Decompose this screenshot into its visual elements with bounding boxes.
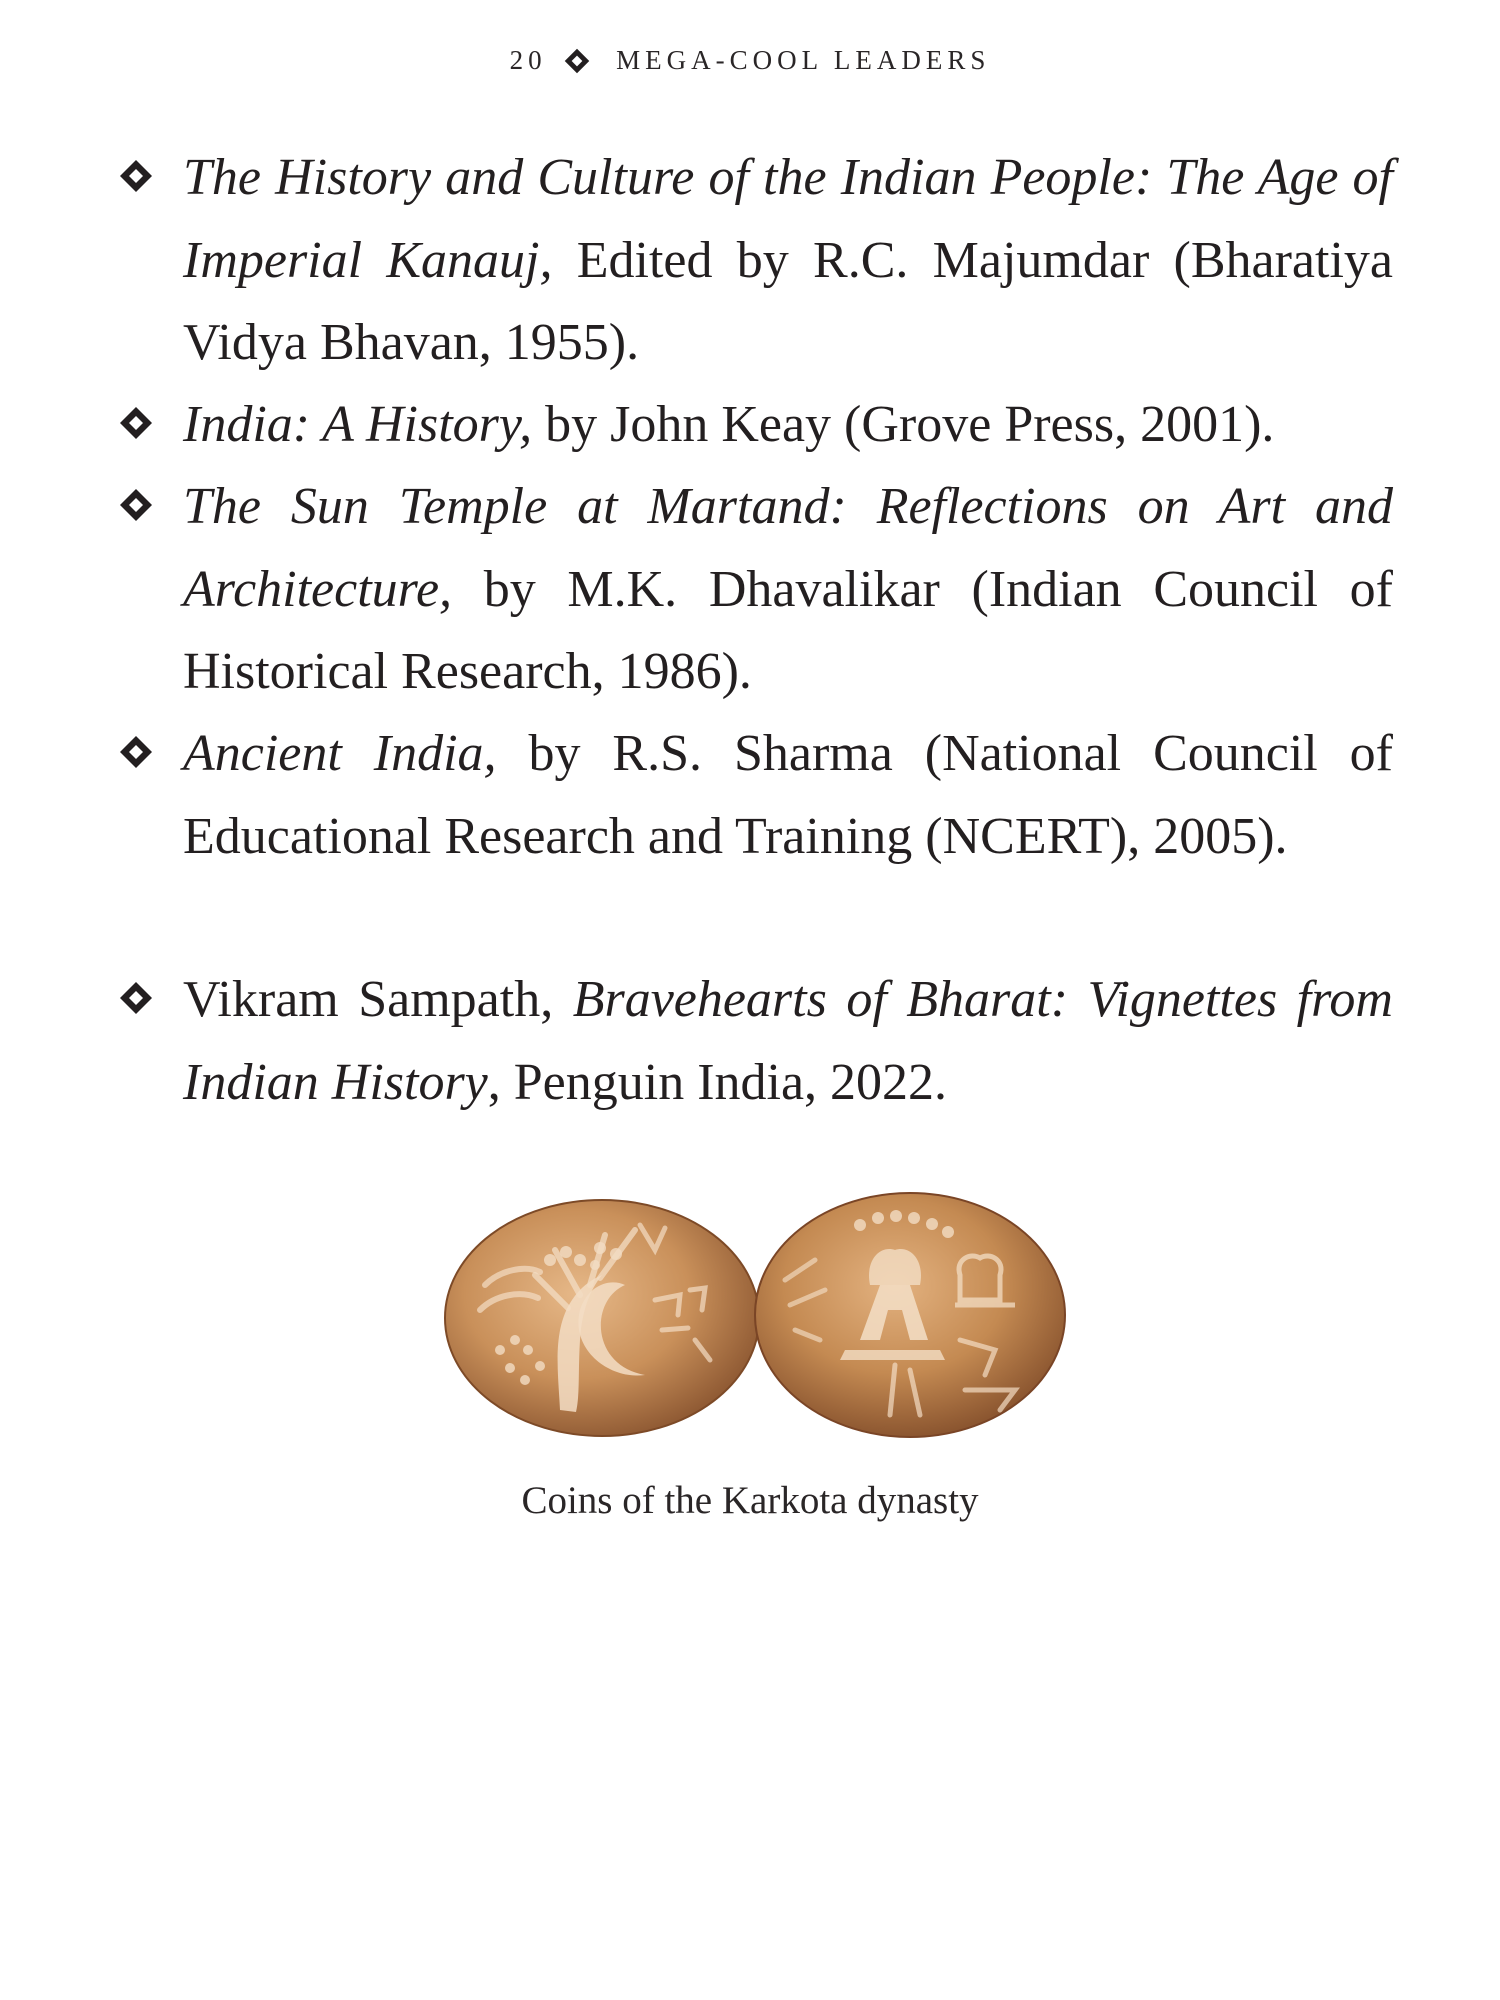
reference-title: Ancient India, (183, 725, 497, 782)
diamond-bullet-icon (119, 735, 153, 769)
running-title: MEGA-COOL LEADERS (616, 45, 991, 75)
coin-obverse (445, 1200, 759, 1436)
reference-item (183, 466, 1393, 714)
diamond-bullet-icon (119, 159, 153, 193)
reference-title: Bravehearts of Bharat: Vignettes from Indian History (183, 971, 1393, 1111)
reference-item (183, 713, 1393, 878)
figure-caption: Coins of the Karkota dynasty (521, 1479, 979, 1522)
reference-details: Edited by R.C. Majumdar (Bharatiya Vidya Bhavan, 1955). (183, 231, 1393, 371)
reference-details: by John Keay (Grove Press, 2001). (532, 396, 1275, 453)
reference-author: Vikram Sampath, (183, 971, 573, 1028)
reference-item (183, 384, 1393, 467)
karkota-coins-illustration (440, 1190, 1080, 1440)
reference-details: by M.K. Dhavalikar (Indian Council of Historical Research, 1986). (183, 560, 1393, 700)
coin-reverse (755, 1193, 1065, 1437)
reference-details: , Penguin India, 2022. (487, 1053, 948, 1111)
page-number: 20 (509, 45, 547, 75)
diamond-bullet-icon (119, 981, 153, 1015)
reference-item (183, 959, 1393, 1124)
diamond-bullet-icon (119, 406, 153, 440)
diamond-bullet-icon (119, 488, 153, 522)
reference-details: by R.S. Sharma (National Council of Educational Research and Training (NCERT), 2005). (183, 725, 1393, 865)
reference-title: India: A History, (183, 396, 533, 453)
reference-item (183, 137, 1393, 385)
reference-title: The Sun Temple at Martand: Reflections on Art and Architecture, (183, 478, 1393, 618)
reference-title: The History and Culture of the Indian People: The Age of Imperial Kanauj, (183, 149, 1393, 289)
